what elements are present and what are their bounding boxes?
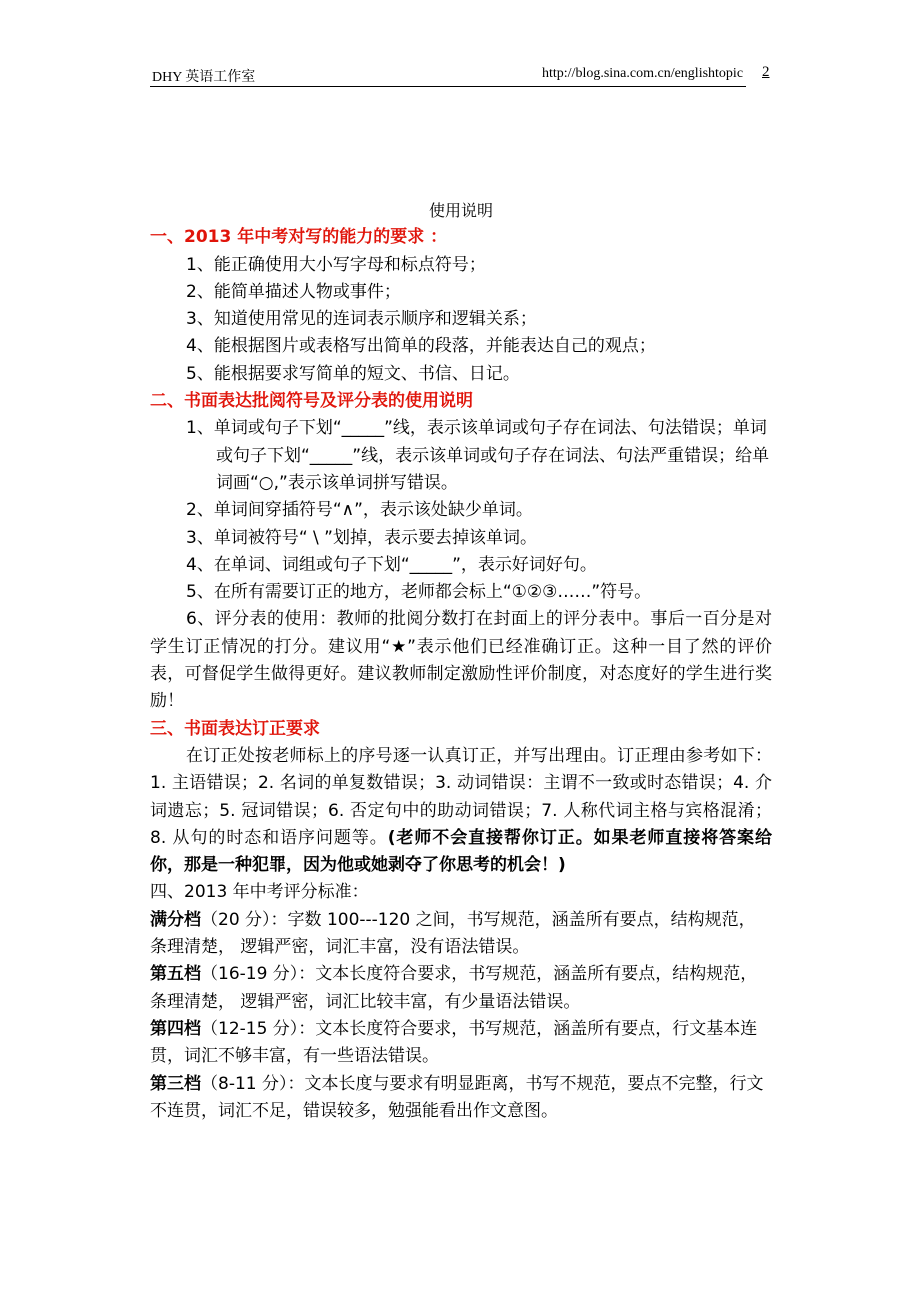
document-title: 使用说明 [428,201,493,220]
section2-heading: 二、书面表达批阅符号及评分表的使用说明 [150,391,473,412]
grade-text: （20 分）：字数 100---120 之间，书写规范，涵盖所有要点，结构规范，条理清楚， 逻辑严密，词汇丰富，没有语法错误。 [150,909,756,958]
grade-label: 满分档 [150,909,201,930]
section1-item-5: 5、能根据要求写简单的短文、书信、日记。 [186,363,520,384]
section1-item-1: 1、能正确使用大小写字母和标点符号； [186,254,486,275]
header-rule [150,86,746,87]
grade-fourth [150,1016,772,1071]
section2-item-6: 6、评分表的使用：教师的批阅分数打在封面上的评分表中。事后一百分是对学生订正情况的打分。建议用“★”表示他们已经准确订正。这种一目了然的评价表，可督促学生做得更好。建议教师制定激励性评价制度，对态度好的学生进行奖励！ [150,609,772,712]
section2-item-1: 1、单词或句子下划“_____”线，表示该单词或句子存在词法、句法错误；单词或句子下划“_____”线，表示该单词或句子存在词法、句法严重错误；给单词画“○,”表示该单词拼写错误。 [186,418,770,493]
grade-text: （12-15 分）：文本长度符合要求，书写规范，涵盖所有要点，行文基本连贯，词汇不够丰富，有一些语法错误。 [150,1018,758,1067]
section1-item-2: 2、能简单描述人物或事件； [186,281,401,302]
section4-heading: 四、2013 年中考评分标准： [150,882,369,903]
section1-item-4: 4、能根据图片或表格写出简单的段落，并能表达自己的观点； [186,336,656,357]
section1-item-3: 3、知道使用常见的连词表示顺序和逻辑关系； [186,309,537,330]
section2-item-4: 4、在单词、词组或句子下划“_____”，表示好词好句。 [186,554,597,575]
grade-full [150,907,772,962]
section2-item-2: 2、单词间穿插符号“∧”，表示该处缺少单词。 [186,500,533,521]
grade-label: 第五档 [150,964,201,985]
grade-label: 第三档 [150,1073,201,1094]
header-blog-url[interactable]: http://blog.sina.com.cn/englishtopic [542,66,744,81]
section2-item-5: 5、在所有需要订正的地方，老师都会标上“①②③……”符号。 [186,582,652,603]
grade-fifth [150,961,772,1016]
section3-body [150,743,772,879]
section2-item-3: 3、单词被符号“ \ ”划掉，表示要去掉该单词。 [186,527,537,548]
grade-text: （16-19 分）：文本长度符合要求，书写规范，涵盖所有要点，结构规范，条理清楚， 逻辑严密，词汇比较丰富，有少量语法错误。 [150,964,758,1012]
document-body [150,197,772,1125]
page-header [150,60,772,88]
section1-heading: 一、2013 年中考对写的能力的要求 ： [150,227,448,248]
grade-label: 第四档 [150,1018,201,1039]
header-studio-name: DHY 英语工作室 [152,70,256,85]
section3-heading: 三、书面表达订正要求 [150,718,320,739]
grade-third [150,1071,772,1126]
section3-text: 在订正处按老师标上的序号逐一认真订正，并写出理由。订正理由参考如下：1. 主语错误；2. 名词的单复数错误；3. 动词错误：主谓不一致或时态错误；4. 介词遗忘；5. 冠词错误；6. 否定句中的助动词错误；7. 人称代词主格与宾格混淆；8. 从句的时态和语序问题等。 [150,745,772,848]
page-number: 2 [762,64,770,80]
section3-bold-note: (老师不会直接帮你订正。如果老师直接将答案给你，那是一种犯罪，因为他或她剥夺了你思考的机会！) [150,827,772,876]
grade-text: （8-11 分）：文本长度与要求有明显距离，书写不规范，要点不完整，行文不连贯，词汇不足，错误较多，勉强能看出作文意图。 [150,1073,764,1121]
